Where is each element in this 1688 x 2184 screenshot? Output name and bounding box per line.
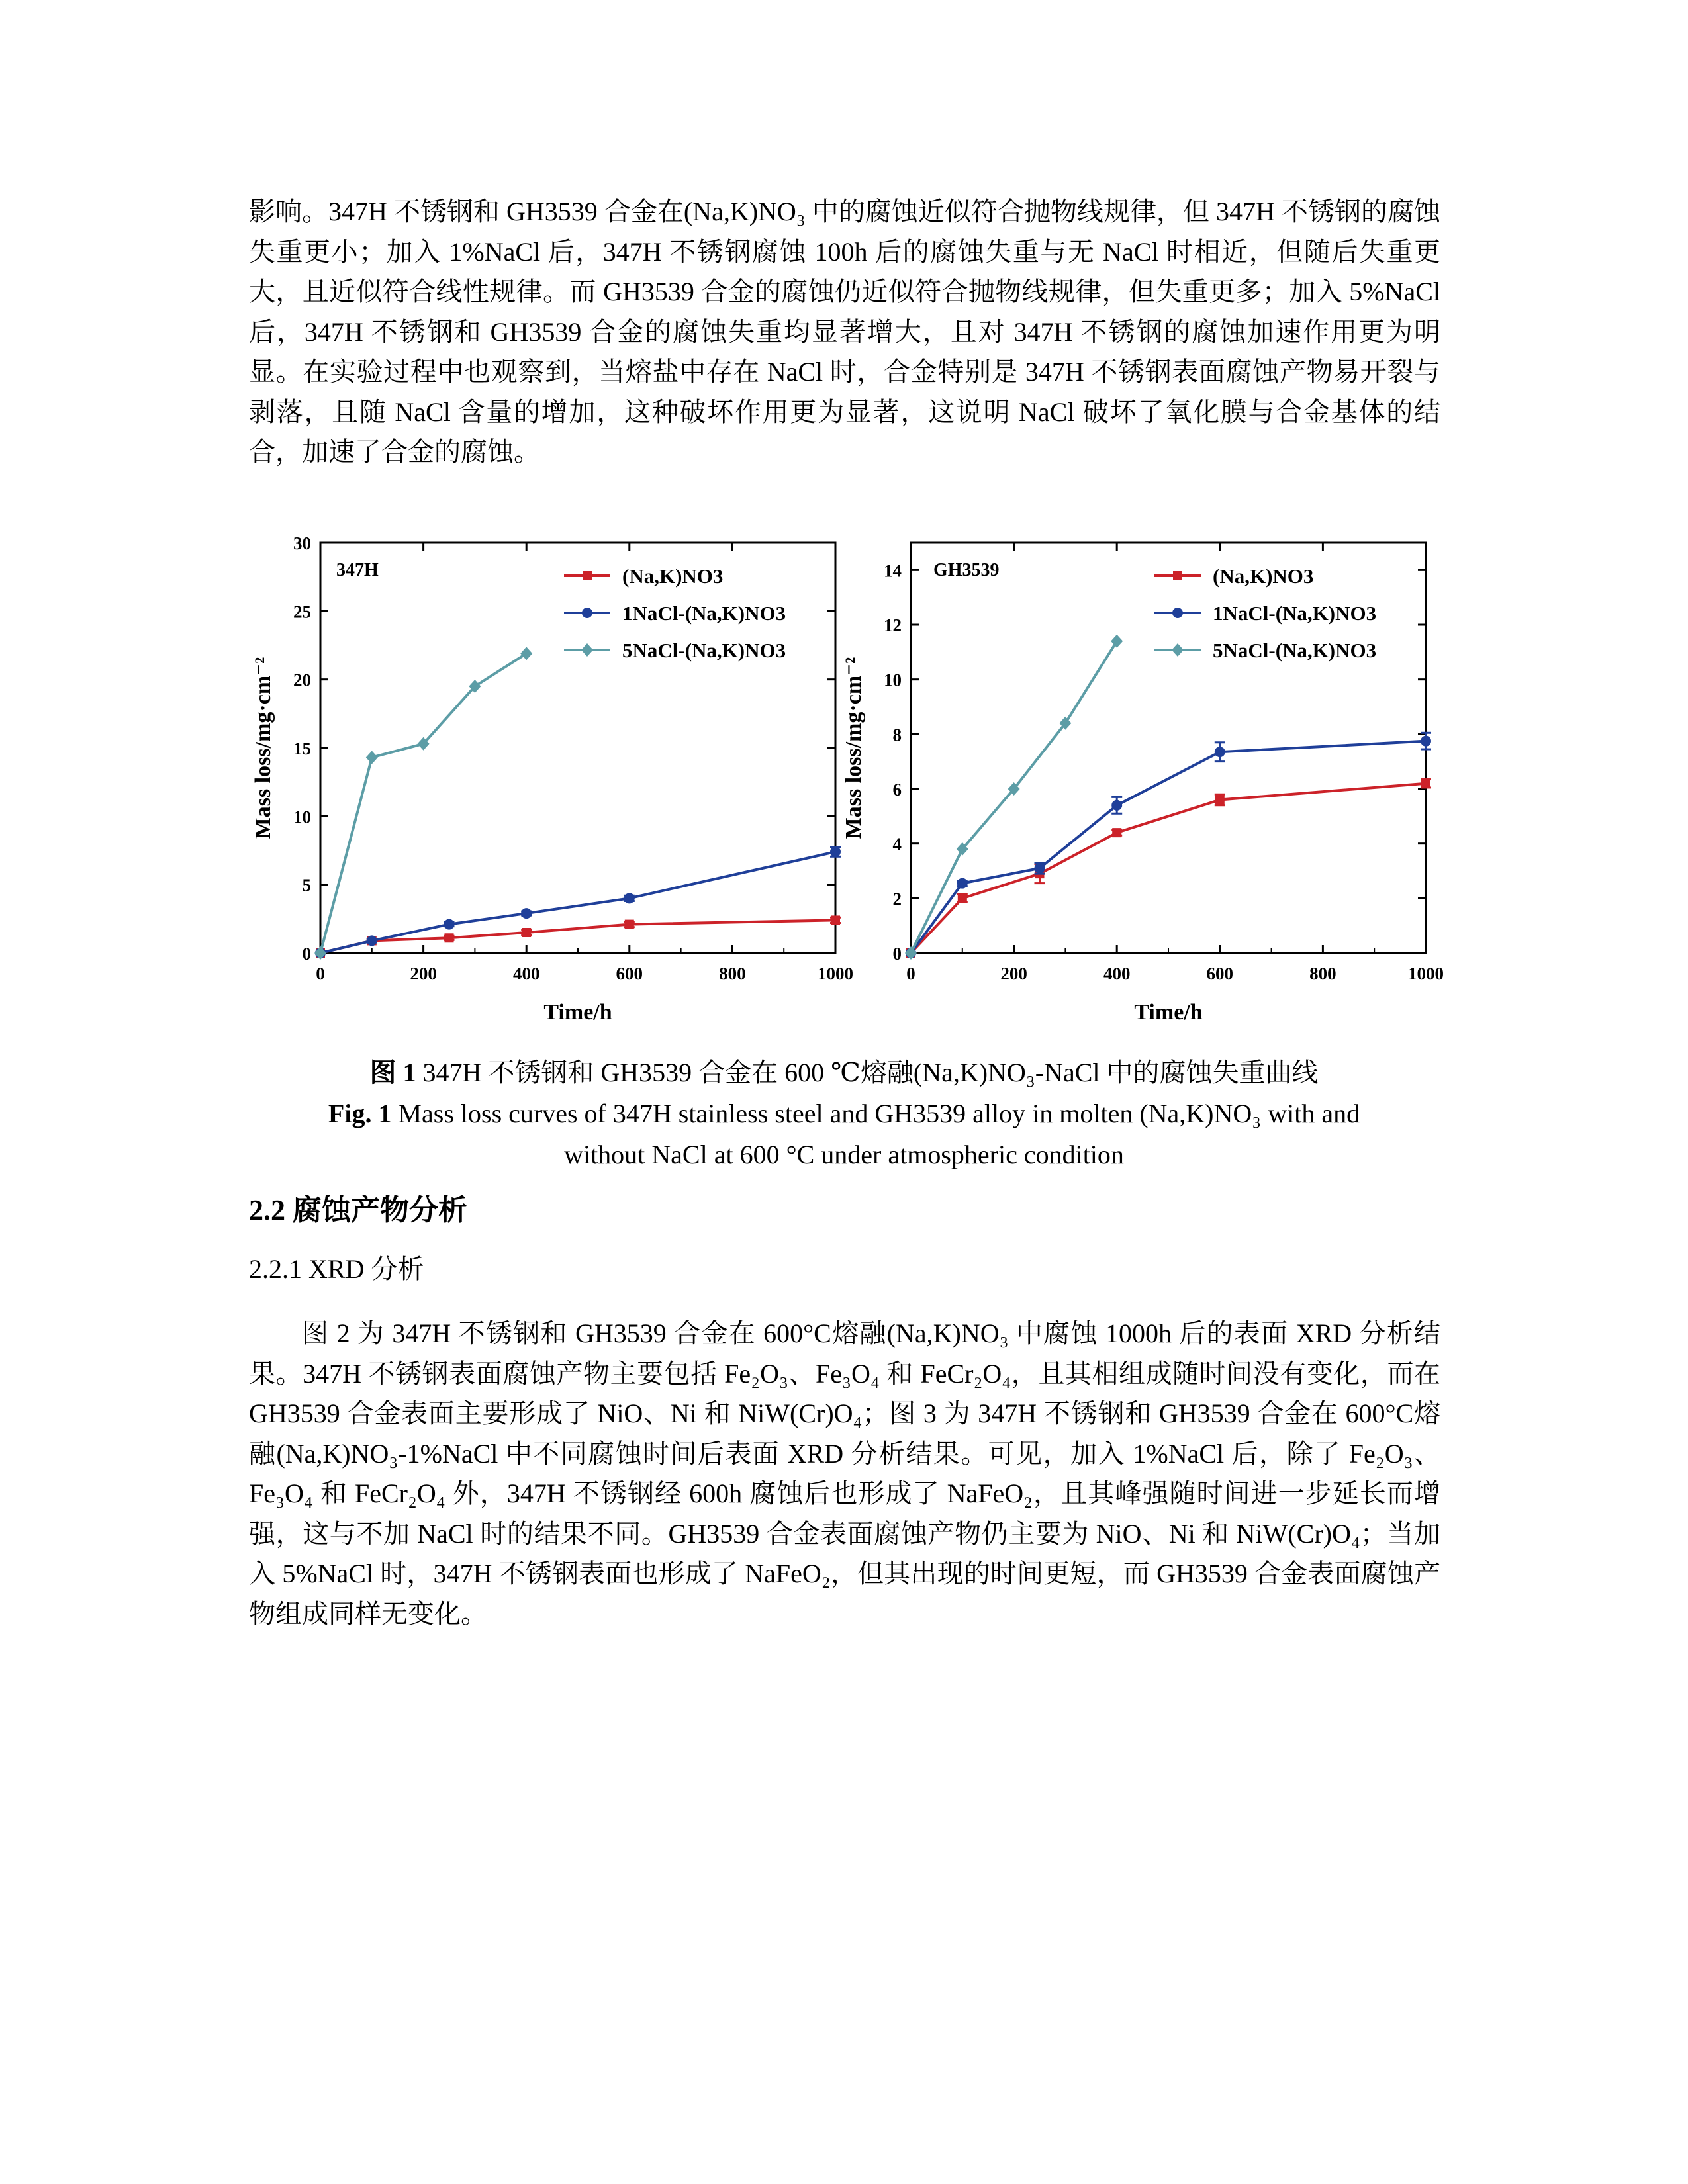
marker-circle bbox=[1111, 800, 1122, 811]
marker-circle bbox=[521, 908, 532, 919]
x-tick-label: 800 bbox=[1309, 964, 1336, 983]
y-tick-label: 20 bbox=[293, 670, 311, 690]
y-tick-label: 0 bbox=[892, 944, 902, 964]
marker-diamond bbox=[520, 647, 532, 660]
series-line bbox=[320, 920, 835, 953]
x-tick-label: 400 bbox=[1103, 964, 1131, 983]
body-text: 图 2 为 347H 不锈钢和 GH3539 合金在 600°C熔融(Na,K)NO₃ 中腐蚀 1000h 后的表面 XRD 分析结果。347H 不锈钢表面腐蚀产物主要包括 Fe₂O₃、Fe₃O₄ 和 FeCr₂O₄，且其相组成随时间没有变化，而在 GH3539 合金表面主要形成了 NiO、Ni 和 NiW(Cr)O₄；图 3 为 347H 不锈钢和 GH3539 合金在 600°C熔融(Na,K)NO₃-1%NaCl 中不同腐蚀时间后表面 XRD 分析结果。可见，加入 1%NaCl 后，除了 Fe₂O₃、Fe₃O₄ 和 FeCr₂O₄ 外，347H 不锈钢经 600h 腐蚀后也形成了 NaFeO₂，且其峰强随时间进一步延长而增强，这与不加 NaCl 时的结果不同。GH3539 合金表面腐蚀产物仍主要为 NiO、Ni 和 NiW(Cr)O₄；当加入 5%NaCl 时，347H 不锈钢表面也形成了 NaFeO₂，但其出现的时间更短，而 GH3539 合金表面腐蚀产物组成同样无变化。 bbox=[249, 1318, 1440, 1629]
y-tick-label: 10 bbox=[293, 807, 311, 827]
section-heading: 2.2 腐蚀产物分析 bbox=[249, 1194, 467, 1226]
x-tick-label: 0 bbox=[316, 964, 325, 983]
marker-square bbox=[522, 928, 531, 937]
y-tick-label: 0 bbox=[302, 944, 311, 964]
marker-square bbox=[958, 893, 967, 903]
marker-diamond bbox=[366, 751, 378, 764]
legend-label: 1NaCl-(Na,K)NO3 bbox=[622, 602, 786, 625]
caption-cn-label: 图 1 bbox=[369, 1058, 416, 1087]
marker-square bbox=[1112, 828, 1121, 837]
x-tick-label: 200 bbox=[410, 964, 437, 983]
subsection-heading: 2.2.1 XRD 分析 bbox=[249, 1254, 424, 1284]
legend-label: (Na,K)NO3 bbox=[622, 565, 724, 588]
panel-label: GH3539 bbox=[933, 560, 1000, 580]
y-tick-label: 8 bbox=[892, 725, 902, 745]
caption-cn-text: 347H 不锈钢和 GH3539 合金在 600 ℃熔融(Na,K)NO₃-NaCl 中的腐蚀失重曲线 bbox=[416, 1058, 1319, 1087]
y-tick-label: 12 bbox=[884, 615, 902, 635]
caption-en-text-2: without NaCl at 600 °C under atmospheric condition bbox=[564, 1140, 1124, 1169]
x-tick-label: 800 bbox=[719, 964, 746, 983]
panel-label: 347H bbox=[336, 560, 379, 580]
x-axis-label: Time/h bbox=[543, 1000, 612, 1024]
legend-label: 1NaCl-(Na,K)NO3 bbox=[1213, 602, 1377, 625]
marker-square bbox=[445, 933, 454, 942]
intro-paragraph bbox=[249, 192, 1440, 473]
marker-circle bbox=[830, 846, 841, 857]
figure-caption-en bbox=[0, 1093, 1688, 1134]
y-tick-label: 25 bbox=[293, 602, 311, 622]
series-line bbox=[911, 641, 1117, 953]
series-line bbox=[320, 653, 526, 953]
caption-en-label: Fig. 1 bbox=[328, 1099, 392, 1128]
chart-gh3539 bbox=[841, 543, 1444, 1024]
marker-circle bbox=[624, 893, 635, 903]
x-tick-label: 600 bbox=[1206, 964, 1234, 983]
figure-caption-en-2 bbox=[0, 1134, 1688, 1175]
y-tick-label: 15 bbox=[293, 739, 311, 758]
y-tick-label: 30 bbox=[293, 533, 311, 553]
figure-1 bbox=[0, 523, 1688, 1052]
legend-label: 5NaCl-(Na,K)NO3 bbox=[1213, 639, 1377, 662]
marker-circle bbox=[1035, 863, 1045, 874]
marker-square bbox=[625, 920, 634, 929]
x-tick-label: 1000 bbox=[818, 964, 853, 983]
figure-caption-cn bbox=[0, 1052, 1688, 1093]
marker-square bbox=[583, 571, 592, 580]
y-tick-label: 6 bbox=[892, 780, 902, 799]
marker-circle bbox=[367, 935, 377, 946]
series-line bbox=[320, 852, 835, 953]
y-axis-label: Mass loss/mg·cm⁻² bbox=[251, 657, 275, 839]
marker-square bbox=[1421, 779, 1430, 788]
marker-circle bbox=[1215, 747, 1225, 757]
x-tick-label: 600 bbox=[616, 964, 643, 983]
y-tick-label: 14 bbox=[884, 561, 902, 581]
marker-square bbox=[1215, 796, 1225, 805]
x-axis-label: Time/h bbox=[1134, 1000, 1203, 1024]
y-tick-label: 5 bbox=[302, 875, 311, 895]
chart-347h bbox=[251, 533, 853, 1024]
legend-label: 5NaCl-(Na,K)NO3 bbox=[622, 639, 786, 662]
y-tick-label: 10 bbox=[884, 670, 902, 690]
marker-square bbox=[831, 915, 840, 925]
marker-circle bbox=[582, 608, 592, 618]
x-tick-label: 1000 bbox=[1408, 964, 1444, 983]
marker-diamond bbox=[1172, 643, 1184, 657]
x-tick-label: 400 bbox=[512, 964, 540, 983]
y-axis-label: Mass loss/mg·cm⁻² bbox=[841, 657, 866, 839]
x-tick-label: 200 bbox=[1000, 964, 1027, 983]
legend-label: (Na,K)NO3 bbox=[1213, 565, 1314, 588]
marker-diamond bbox=[581, 643, 593, 657]
y-tick-label: 2 bbox=[892, 889, 902, 909]
series-line bbox=[911, 741, 1426, 953]
intro-text: 影响。347H 不锈钢和 GH3539 合金在(Na,K)NO₃ 中的腐蚀近似符合抛物线规律，但 347H 不锈钢的腐蚀失重更小；加入 1%NaCl 后，347H 不锈钢腐蚀 100h 后的腐蚀失重与无 NaCl 时相近，但随后失重更大，且近似符合线性规律。而 GH3539 合金的腐蚀仍近似符合抛物线规律，但失重更多；加入 5%NaCl 后，347H 不锈钢和 GH3539 合金的腐蚀失重均显著增大，且对 347H 不锈钢的腐蚀加速作用更为明显。在实验过程中也观察到，当熔盐中存在 NaCl 时，合金特别是 347H 不锈钢表面腐蚀产物易开裂与剥落，且随 NaCl 含量的增加，这种破坏作用更为显著，这说明 NaCl 破坏了氧化膜与合金基体的结合，加速了合金的腐蚀。 bbox=[249, 197, 1440, 467]
marker-circle bbox=[957, 878, 968, 889]
body-paragraph bbox=[249, 1314, 1440, 1634]
caption-en-text-1: Mass loss curves of 347H stainless steel and GH3539 alloy in molten (Na,K)NO₃ with and bbox=[391, 1099, 1360, 1128]
marker-circle bbox=[1172, 608, 1183, 618]
marker-circle bbox=[444, 919, 455, 930]
marker-circle bbox=[1421, 736, 1431, 747]
series-line bbox=[911, 784, 1426, 953]
marker-square bbox=[1173, 571, 1182, 580]
y-tick-label: 4 bbox=[892, 834, 902, 854]
x-tick-label: 0 bbox=[906, 964, 915, 983]
